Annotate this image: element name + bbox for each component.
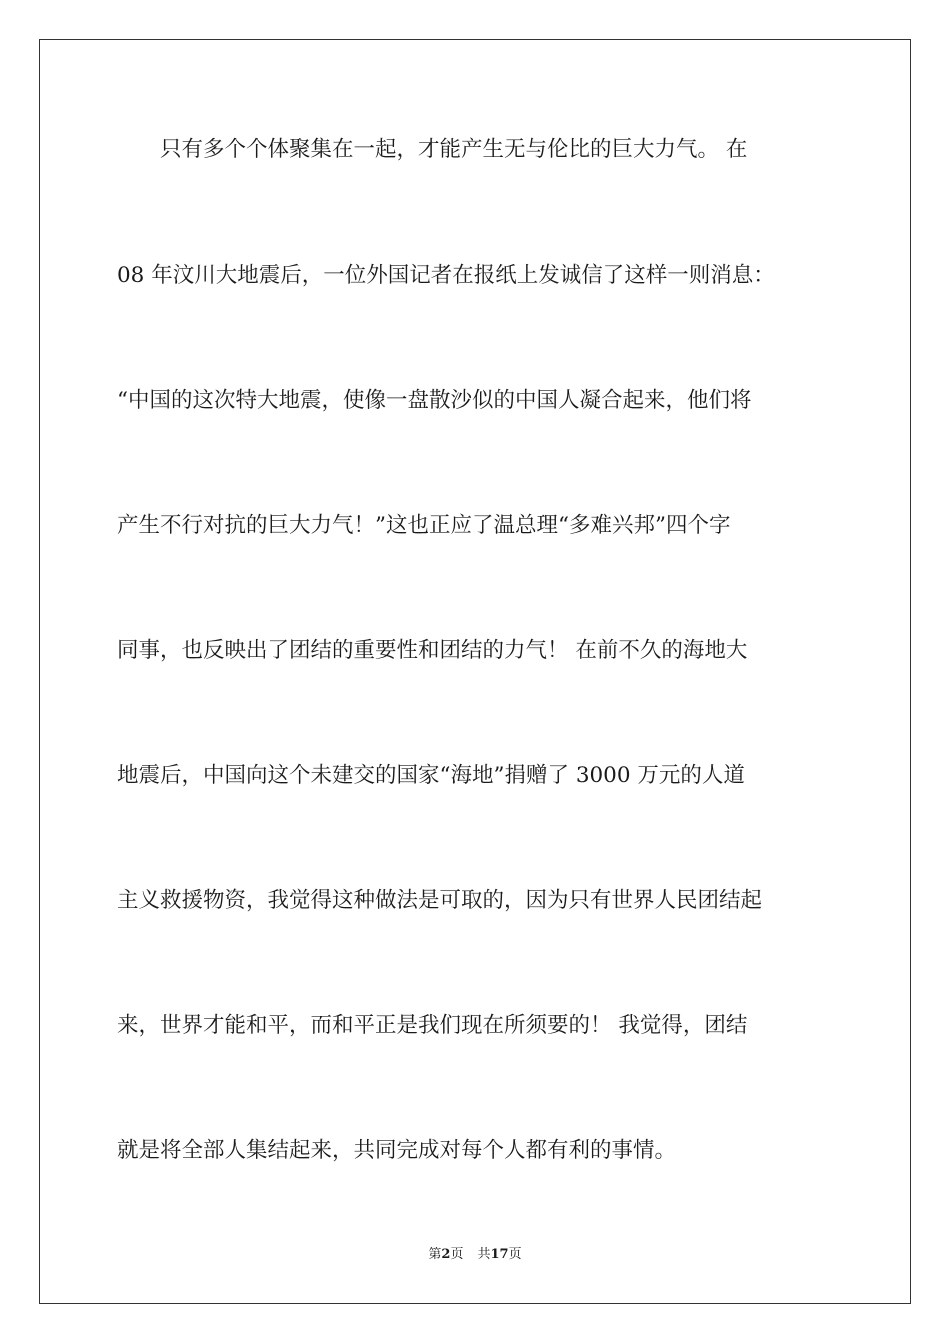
page-border: [39, 39, 911, 1304]
page-footer: [0, 1246, 950, 1264]
text-line: “中国的这次特大地震，使像一盘散沙似的中国人凝合起来，他们将: [117, 388, 752, 413]
text-line: 地震后，中国向这个未建交的国家“海地”捐赠了 3000 万元的人道: [117, 763, 745, 788]
text-line: 主义救援物资，我觉得这种做法是可取的，因为只有世界人民团结起: [117, 888, 763, 913]
text-line: 08 年汶川大地震后，一位外国记者在报纸上发诚信了这样一则消息：: [117, 263, 775, 288]
current-page-number: 2: [441, 1247, 451, 1262]
text-line: 同事，也反映出了团结的重要性和团结的力气！ 在前不久的海地大: [117, 638, 748, 663]
text-line: 产生不行对抗的巨大力气！”这也正应了温总理“多难兴邦”四个字: [117, 513, 731, 538]
total-pages-number: 17: [490, 1247, 509, 1262]
total-label-suffix: 页: [508, 1247, 522, 1262]
text-line: 只有多个个体聚集在一起，才能产生无与伦比的巨大力气。 在: [117, 137, 748, 162]
total-label-prefix: 共: [477, 1247, 491, 1262]
text-line: 就是将全部人集结起来，共同完成对每个人都有利的事情。: [117, 1138, 677, 1163]
page-label-suffix: 页: [450, 1247, 464, 1262]
page-label-prefix: 第: [428, 1247, 442, 1262]
text-line: 来，世界才能和平，而和平正是我们现在所须要的！ 我觉得，团结: [117, 1013, 748, 1038]
